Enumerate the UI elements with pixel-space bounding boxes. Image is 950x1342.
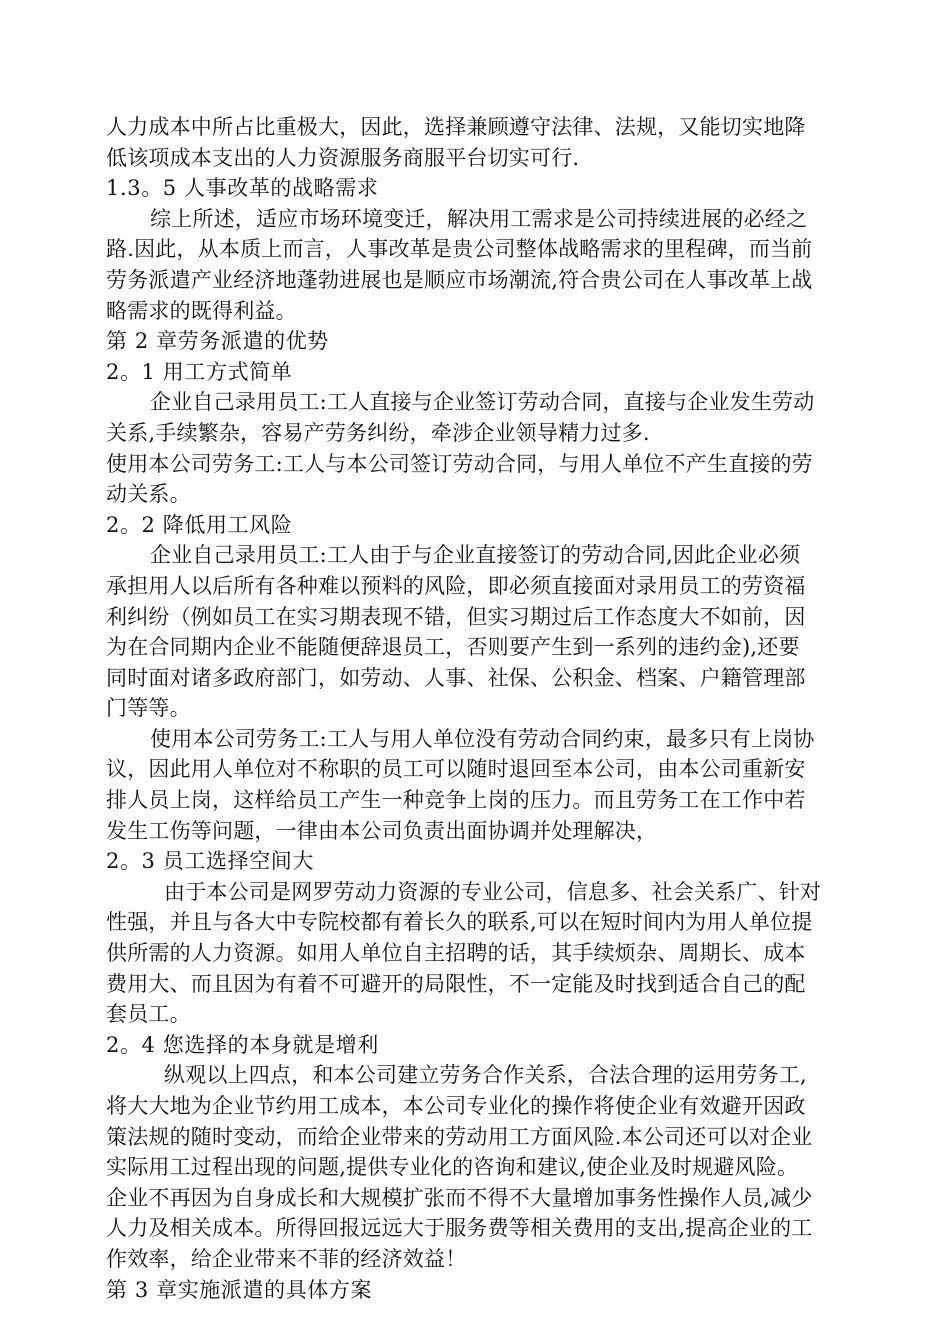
paragraph-line: 纵观以上四点，和本公司建立劳务合作关系，合法合理的运用劳务工,	[164, 1063, 807, 1088]
paragraph-line: 利纠纷（例如员工在实习期表现不错，但实习期过后工作态度大不如前，因	[106, 604, 806, 629]
paragraph-line: 策法规的随时变动，而给企业带来的劳动用工方面风险.本公司还可以对企业	[106, 1124, 813, 1149]
chapter-heading-2: 第 2 章劳务派遣的优势	[106, 329, 329, 354]
section-heading-2-2: 2。2 降低用工风险	[106, 512, 293, 537]
document-body	[106, 112, 839, 1305]
section-heading-2-3: 2。3 员工选择空间大	[106, 849, 314, 874]
paragraph-line: 承担用人以后所有各种难以预料的风险，即必须直接面对录用员工的劳资福	[106, 573, 806, 598]
paragraph-line: 实际用工过程出现的问题,提供专业化的咨询和建议,使企业及时规避风险。	[106, 1155, 799, 1180]
paragraph-line: 劳务派遣产业经济地蓬勃进展也是顺应市场潮流,符合贵公司在人事改革上战	[106, 267, 813, 292]
paragraph-line: 路.因此，从本质上而言，人事改革是贵公司整体战略需求的里程碑，而当前	[106, 237, 813, 262]
paragraph-line: 发生工伤等问题，一律由本公司负责出面协调并处理解决，	[106, 818, 658, 843]
paragraph-line: 同时面对诸多政府部门，如劳动、人事、社保、公积金、档案、户籍管理部	[106, 665, 806, 690]
paragraph-line: 费用大、而且因为有着不可避开的局限性，不一定能及时找到适合自己的配	[106, 971, 806, 996]
paragraph-line: 动关系。	[106, 482, 191, 507]
paragraph-line: 企业不再因为自身成长和大规模扩张而不得不大量增加事务性操作人员,减少	[106, 1185, 813, 1210]
paragraph-line: 排人员上岗，这样给员工产生一种竞争上岗的压力。而且劳务工在工作中若	[106, 788, 806, 813]
section-heading-2-4: 2。4 您选择的本身就是增利	[106, 1032, 379, 1057]
paragraph-line: 企业自己录用员工:工人由于与企业直接签订的劳动合同,因此企业必须	[150, 543, 801, 568]
paragraph-line: 议，因此用人单位对不称职的员工可以随时退回至本公司，由本公司重新安	[106, 757, 806, 782]
paragraph-line: 综上所述，适应市场环境变迁，解决用工需求是公司持续进展的必经之	[150, 206, 808, 231]
section-heading-1-3-5: 1.3。5 人事改革的战略需求	[106, 176, 379, 201]
paragraph-line: 将大大地为企业节约用工成本，本公司专业化的操作将使企业有效避开因政	[106, 1094, 806, 1118]
paragraph-line: 作效率，给企业带来不菲的经济效益！	[106, 1246, 467, 1271]
paragraph-line: 企业自己录用员工:工人直接与企业签订劳动合同，直接与企业发生劳动	[150, 390, 815, 415]
paragraph-line: 使用本公司劳务工:工人与用人单位没有劳动合同约束，最多只有上岗协	[150, 726, 815, 751]
intro-line: 低该项成本支出的人力资源服务商服平台切实可行.	[106, 145, 580, 170]
paragraph-line: 人力及相关成本。所得回报远远大于服务费等相关费用的支出,提高企业的工	[106, 1216, 813, 1241]
paragraph-line: 略需求的既得利益。	[106, 298, 297, 323]
paragraph-line: 门等等。	[106, 696, 191, 721]
section-heading-2-1: 2。1 用工方式简单	[106, 359, 293, 384]
intro-line: 人力成本中所占比重极大，因此，选择兼顾遵守法律、法规，又能切实地降	[106, 115, 806, 139]
paragraph-line: 使用本公司劳务工:工人与本公司签订劳动合同，与用人单位不产生直接的劳	[106, 451, 813, 476]
paragraph-line: 由于本公司是网罗劳动力资源的专业公司，信息多、社会关系广、针对	[164, 879, 822, 904]
paragraph-line: 套员工。	[106, 1002, 191, 1027]
paragraph-line: 性强，并且与各大中专院校都有着长久的联系,可以在短时间内为用人单位提	[106, 910, 813, 935]
paragraph-line: 供所需的人力资源。如用人单位自主招聘的话，其手续烦杂、周期长、成本	[106, 941, 806, 966]
paragraph-line: 关系,手续繁杂，容易产劳务纠纷，牵涉企业领导精力过多.	[106, 420, 650, 445]
chapter-heading-3: 第 3 章实施派遣的具体方案	[106, 1277, 373, 1302]
paragraph-line: 为在合同期内企业不能随便辞退员工，否则要产生到一系列的违约金),还要	[106, 635, 800, 660]
